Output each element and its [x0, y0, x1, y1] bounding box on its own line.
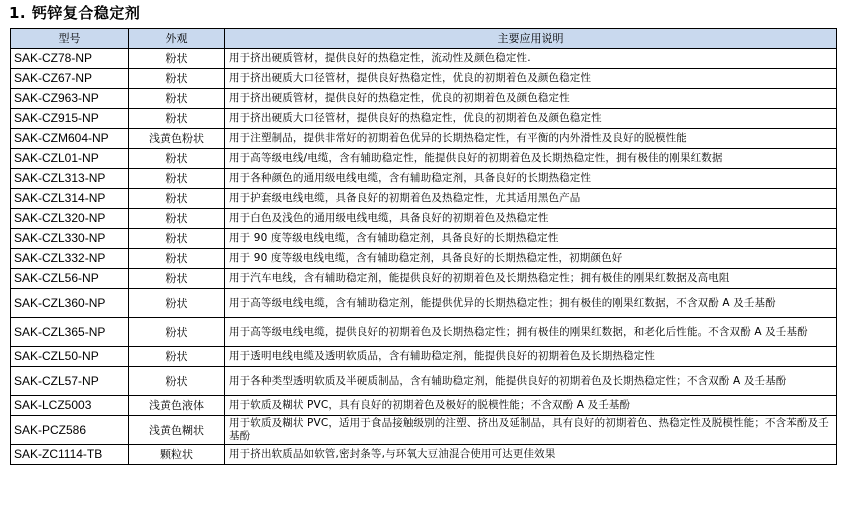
appearance-cell: 粉状: [129, 69, 225, 89]
application-cell: 用于各种类型透明软质及半硬质制品，含有辅助稳定剂，能提供良好的初期着色及长期热稳定性；不含双酚 A 及壬基酚: [225, 367, 837, 396]
table-row: [11, 149, 837, 169]
appearance-cell: 颗粒状: [129, 445, 225, 465]
application-cell: 用于高等级电线/电缆，含有辅助稳定性，能提供良好的初期着色及长期热稳定性，拥有极佳的刚果红数据: [225, 149, 837, 169]
model-cell: SAK-CZL313-NP: [11, 169, 129, 189]
appearance-cell: 粉状: [129, 149, 225, 169]
appearance-cell: 粉状: [129, 209, 225, 229]
model-cell: SAK-CZL50-NP: [11, 347, 129, 367]
section-heading: 1. 钙锌复合稳定剂: [9, 4, 141, 22]
table-row: [11, 367, 837, 396]
table-row: [11, 249, 837, 269]
table-row: [11, 347, 837, 367]
header-appearance: 外观: [129, 29, 225, 49]
table-row: [11, 49, 837, 69]
table-row: [11, 445, 837, 465]
appearance-cell: 粉状: [129, 189, 225, 209]
appearance-cell: 粉状: [129, 318, 225, 347]
model-cell: SAK-CZ963-NP: [11, 89, 129, 109]
model-cell: SAK-CZL314-NP: [11, 189, 129, 209]
appearance-cell: 粉状: [129, 229, 225, 249]
appearance-cell: 浅黄色糊状: [129, 416, 225, 445]
application-cell: 用于挤出硬质管材，提供良好的热稳定性，流动性及颜色稳定性.: [225, 49, 837, 69]
header-model: 型号: [11, 29, 129, 49]
application-cell: 用于挤出硬质管材，提供良好的热稳定性，优良的初期着色及颜色稳定性: [225, 89, 837, 109]
model-cell: SAK-CZ67-NP: [11, 69, 129, 89]
table-header-row: [11, 29, 837, 49]
table-row: [11, 109, 837, 129]
application-cell: 用于软质及糊状 PVC，具有良好的初期着色及极好的脱模性能；不含双酚 A 及壬基酚: [225, 396, 837, 416]
application-cell: 用于护套级电线电缆，具备良好的初期着色及热稳定性，尤其适用黑色产品: [225, 189, 837, 209]
appearance-cell: 粉状: [129, 89, 225, 109]
table-row: [11, 89, 837, 109]
application-cell: 用于透明电线电缆及透明软质品，含有辅助稳定剂，能提供良好的初期着色及长期热稳定性: [225, 347, 837, 367]
appearance-cell: 粉状: [129, 49, 225, 69]
application-cell: 用于 90 度等级电线电缆，含有辅助稳定剂，具备良好的长期热稳定性，初期颜色好: [225, 249, 837, 269]
table-body: [11, 49, 837, 465]
model-cell: SAK-PCZ586: [11, 416, 129, 445]
application-cell: 用于高等级电线电缆，含有辅助稳定剂，能提供优异的长期热稳定性；拥有极佳的刚果红数据，不含双酚 A 及壬基酚: [225, 289, 837, 318]
appearance-cell: 浅黄色粉状: [129, 129, 225, 149]
table-row: [11, 189, 837, 209]
application-cell: 用于各种颜色的通用级电线电缆，含有辅助稳定剂，具备良好的长期热稳定性: [225, 169, 837, 189]
appearance-cell: 浅黄色液体: [129, 396, 225, 416]
table-row: [11, 69, 837, 89]
application-cell: 用于白色及浅色的通用级电线电缆，具备良好的初期着色及热稳定性: [225, 209, 837, 229]
stabilizer-table: [10, 28, 837, 465]
application-cell: 用于高等级电线电缆，提供良好的初期着色及长期热稳定性；拥有极佳的刚果红数据，和老化后性能。不含双酚 A 及壬基酚: [225, 318, 837, 347]
appearance-cell: 粉状: [129, 269, 225, 289]
model-cell: SAK-CZL332-NP: [11, 249, 129, 269]
table-row: [11, 396, 837, 416]
appearance-cell: 粉状: [129, 347, 225, 367]
application-cell: 用于汽车电线，含有辅助稳定剂，能提供良好的初期着色及长期热稳定性；拥有极佳的刚果红数据及高电阻: [225, 269, 837, 289]
table-row: [11, 289, 837, 318]
header-application: 主要应用说明: [225, 29, 837, 49]
appearance-cell: 粉状: [129, 367, 225, 396]
application-cell: 用于注塑制品，提供非常好的初期着色优异的长期热稳定性，有平衡的内外滑性及良好的脱模性能: [225, 129, 837, 149]
table-row: [11, 318, 837, 347]
table-row: [11, 269, 837, 289]
model-cell: SAK-CZM604-NP: [11, 129, 129, 149]
table-row: [11, 129, 837, 149]
model-cell: SAK-CZL365-NP: [11, 318, 129, 347]
appearance-cell: 粉状: [129, 109, 225, 129]
appearance-cell: 粉状: [129, 249, 225, 269]
model-cell: SAK-CZ78-NP: [11, 49, 129, 69]
model-cell: SAK-CZL56-NP: [11, 269, 129, 289]
appearance-cell: 粉状: [129, 289, 225, 318]
application-cell: 用于挤出硬质大口径管材，提供良好热稳定性，优良的初期着色及颜色稳定性: [225, 69, 837, 89]
model-cell: SAK-CZL360-NP: [11, 289, 129, 318]
model-cell: SAK-CZL330-NP: [11, 229, 129, 249]
appearance-cell: 粉状: [129, 169, 225, 189]
table-row: [11, 209, 837, 229]
table-row: [11, 229, 837, 249]
application-cell: 用于挤出硬质大口径管材，提供良好的热稳定性，优良的初期着色及颜色稳定性: [225, 109, 837, 129]
table-row: [11, 416, 837, 445]
model-cell: SAK-CZL320-NP: [11, 209, 129, 229]
model-cell: SAK-CZL01-NP: [11, 149, 129, 169]
model-cell: SAK-LCZ5003: [11, 396, 129, 416]
model-cell: SAK-ZC1114-TB: [11, 445, 129, 465]
application-cell: 用于 90 度等级电线电缆，含有辅助稳定剂，具备良好的长期热稳定性: [225, 229, 837, 249]
application-cell: 用于软质及糊状 PVC，适用于食品接触级别的注塑、挤出及延制品，具有良好的初期着色、热稳定性及脱模性能；不含苯酚及壬基酚: [225, 416, 837, 445]
application-cell: 用于挤出软质品如软管,密封条等,与环氧大豆油混合使用可达更佳效果: [225, 445, 837, 465]
model-cell: SAK-CZL57-NP: [11, 367, 129, 396]
table-row: [11, 169, 837, 189]
model-cell: SAK-CZ915-NP: [11, 109, 129, 129]
